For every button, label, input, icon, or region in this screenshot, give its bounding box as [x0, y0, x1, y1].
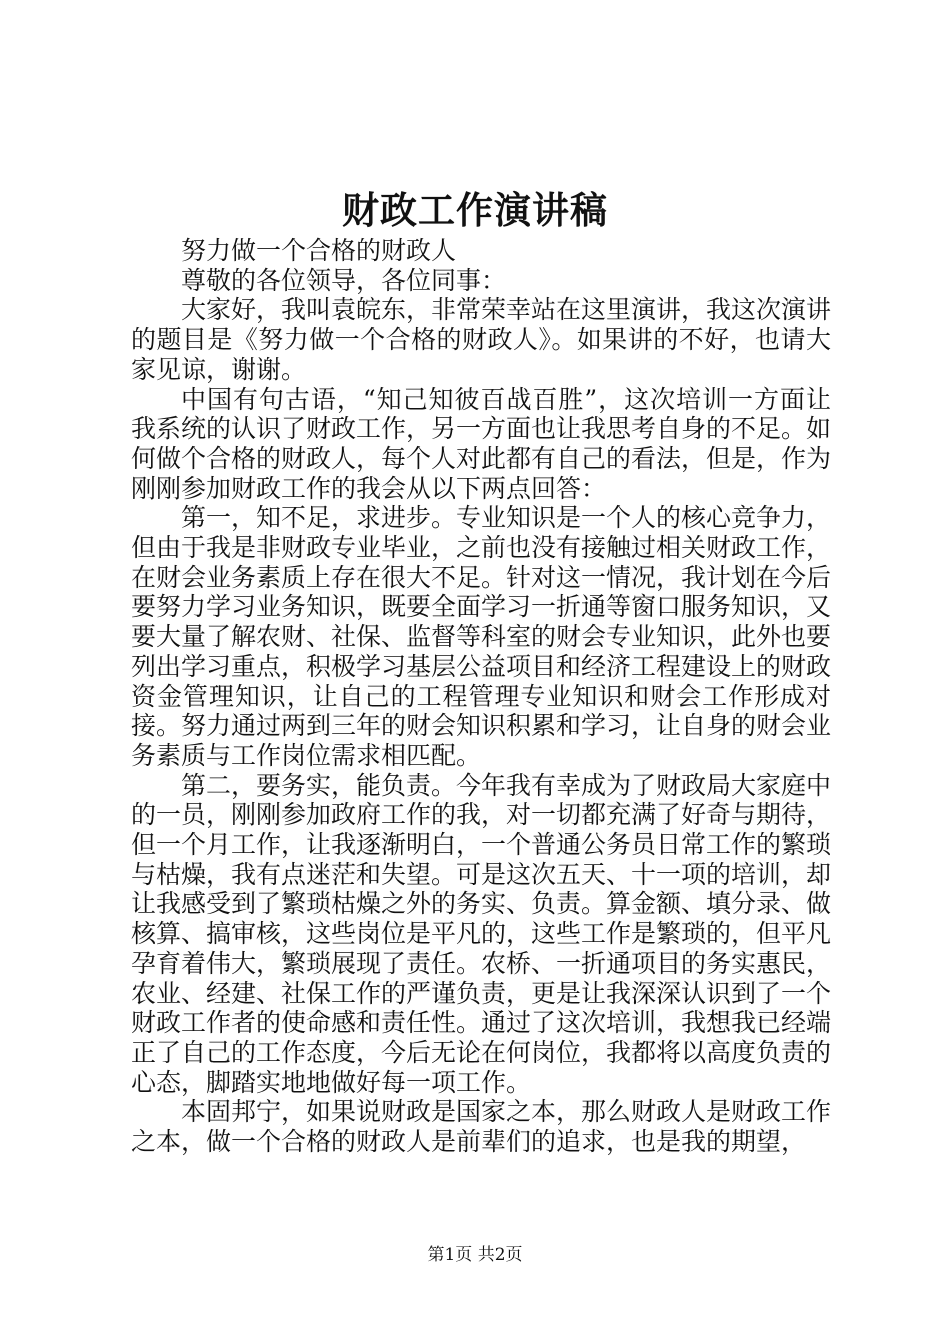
document-body [131, 236, 831, 1157]
subtitle-paragraph: 努力做一个合格的财政人 [181, 236, 457, 265]
document-title: 财政工作演讲稿 [342, 188, 608, 232]
body-paragraph: 第二，要务实，能负责。今年我有幸成为了财政局大家庭中的一员，刚刚参加政府工作的我，对一切都充满了好奇与期待，但一个月工作，让我逐渐明白，一个普通公务员日常工作的繁琐与枯燥，我有点迷茫和失望。可是这次五天、十一项的培训，却让我感受到了繁琐枯燥之外的务实、负责。算金额、填分录、做核算、搞审核，这些岗位是平凡的，这些工作是繁琐的，但平凡孕育着伟大，繁琐展现了责任。农桥、一折通项目的务实惠民，农业、经建、社保工作的严谨负责，更是让我深深认识到了一个财政工作者的使命感和责任性。通过了这次培训，我想我已经端正了自己的工作态度，今后无论在何岗位，我都将以高度负责的心态，脚踏实地地做好每一项工作。 [131, 770, 832, 1097]
page-number-footer: 第1页 共2页 [427, 1245, 523, 1265]
body-paragraph: 中国有句古语，“知己知彼百战百胜”，这次培训一方面让我系统的认识了财政工作，另一方面也让我思考自身的不足。如何做个合格的财政人，每个人对此都有自己的看法，但是，作为刚刚参加财政工作的我会从以下两点回答： [131, 384, 832, 503]
salutation-paragraph: 尊敬的各位领导，各位同事： [181, 265, 507, 295]
body-paragraph: 第一，知不足，求进步。专业知识是一个人的核心竞争力，但由于我是非财政专业毕业，之前也没有接触过相关财政工作，在财会业务素质上存在很大不足。针对这一情况，我计划在今后要努力学习业务知识，既要全面学习一折通等窗口服务知识，又要大量了解农财、社保、监督等科室的财会专业知识，此外也要列出学习重点，积极学习基层公益项目和经济工程建设上的财政资金管理知识，让自己的工程管理专业知识和财会工作形成对接。努力通过两到三年的财会知识积累和学习，让自身的财会业务素质与工作岗位需求相匹配。 [131, 503, 832, 770]
body-paragraph: 大家好，我叫袁皖东，非常荣幸站在这里演讲，我这次演讲的题目是《努力做一个合格的财政人》。如果讲的不好，也请大家见谅，谢谢。 [131, 295, 832, 384]
body-paragraph: 本固邦宁，如果说财政是国家之本，那么财政人是财政工作之本，做一个合格的财政人是前辈们的追求，也是我的期望， [131, 1097, 832, 1157]
